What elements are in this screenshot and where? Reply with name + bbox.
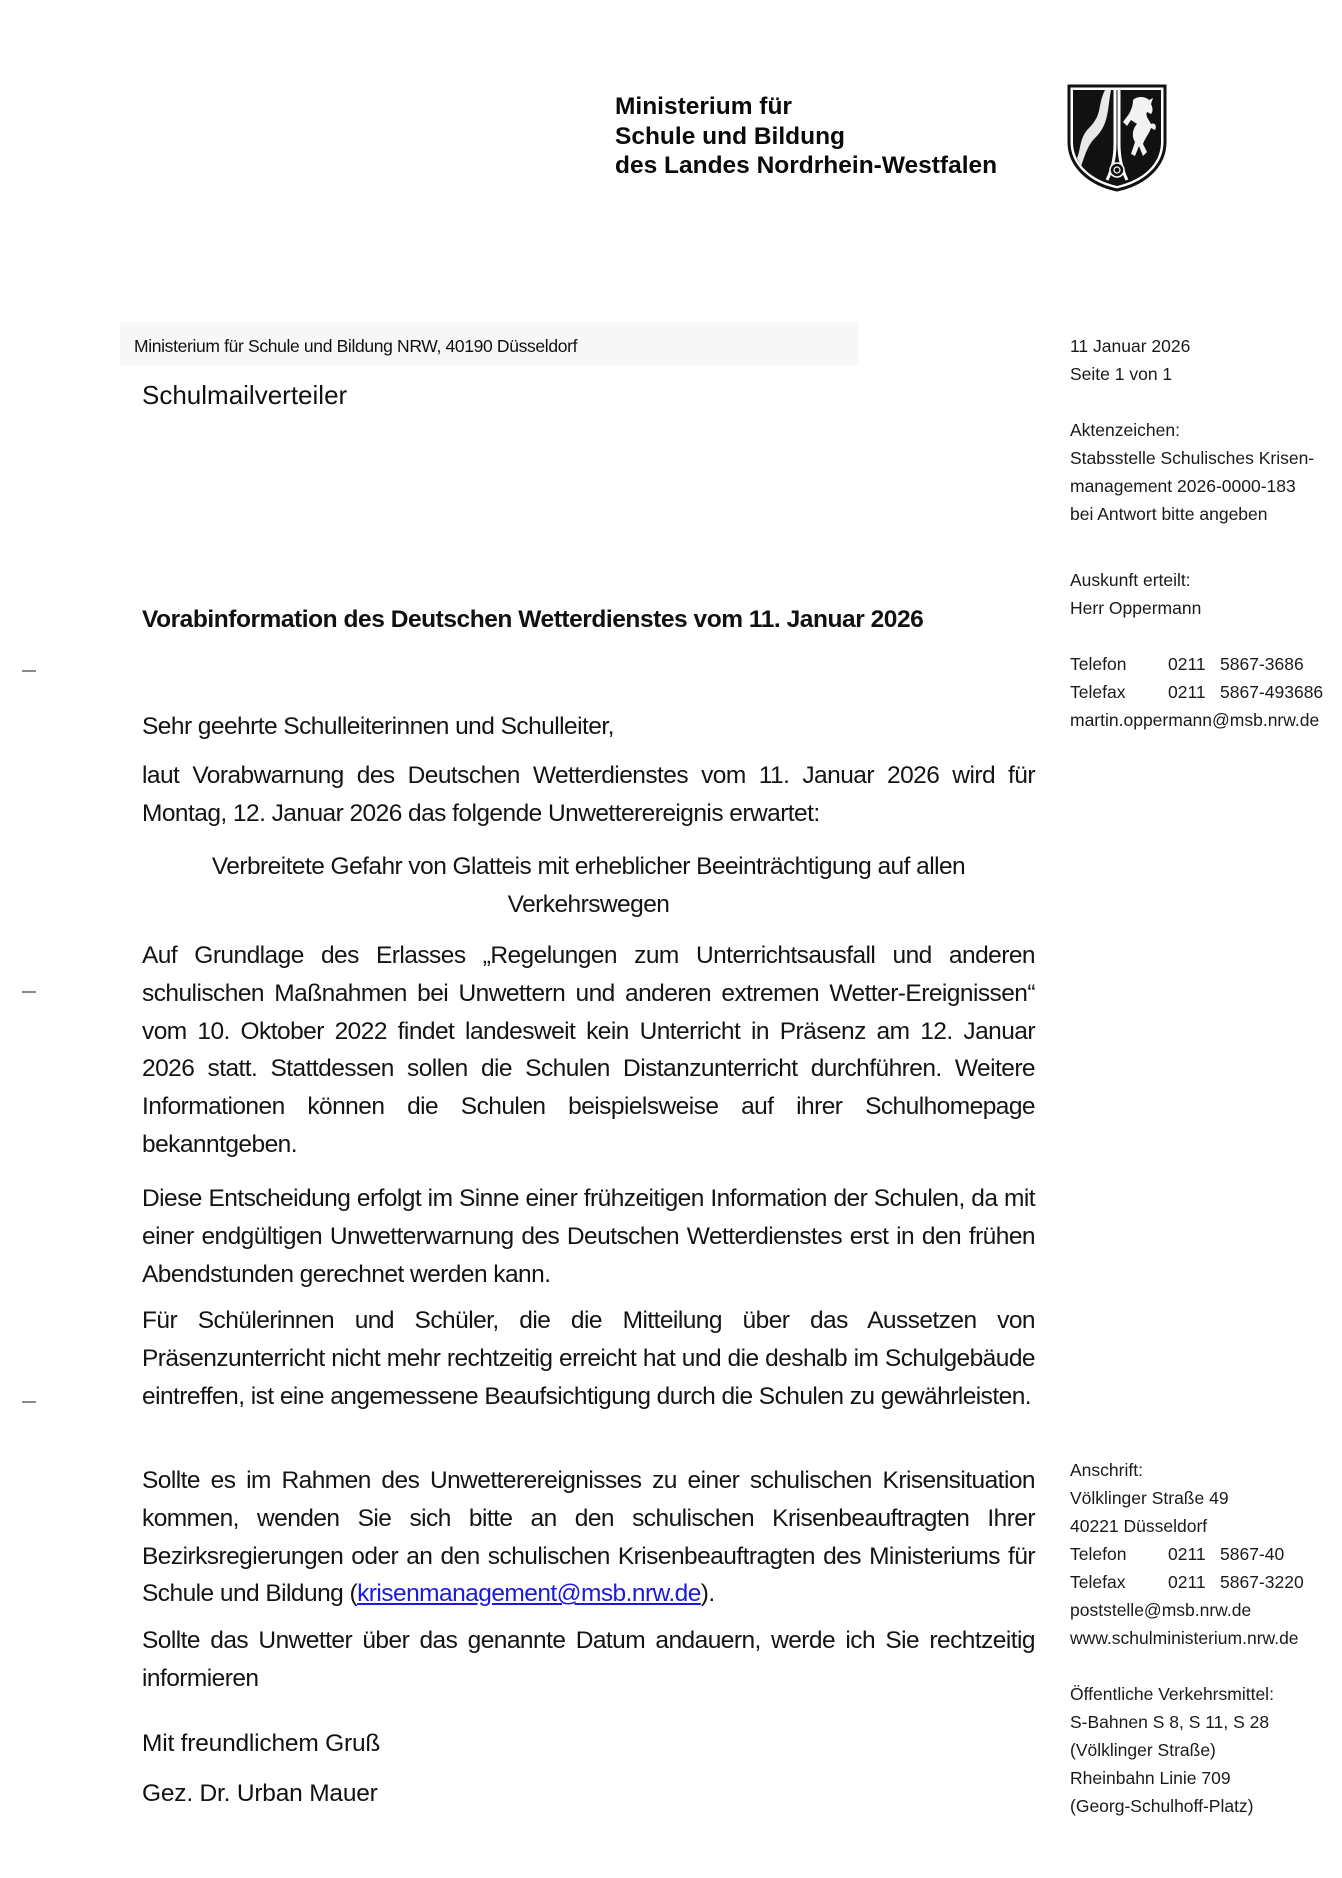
paragraph-crisis-end: ).: [700, 1580, 715, 1608]
contact-name: Herr Oppermann: [1070, 598, 1202, 618]
fold-mark-bottom: [22, 1401, 36, 1403]
reference-line-1: Stabsstelle Schulisches Krisen-: [1070, 448, 1315, 468]
phone-area-code: 0211: [1168, 1544, 1206, 1564]
address-label: Anschrift:: [1070, 1460, 1143, 1480]
ministry-name-line-2: Schule und Bildung: [615, 122, 846, 150]
fold-mark-middle: [22, 991, 36, 993]
fax-label: Telefax: [1070, 1572, 1126, 1592]
letter-subject: Vorabinformation des Deutschen Wetterdienstes vom 11. Januar 2026: [142, 606, 924, 633]
salutation: Sehr geehrte Schulleiterinnen und Schulleiter,: [142, 713, 614, 740]
address-street: Völklinger Straße 49: [1070, 1488, 1229, 1508]
transit-label: Öffentliche Verkehrsmittel:: [1070, 1684, 1274, 1704]
transit-line-3: Rheinbahn Linie 709: [1070, 1768, 1231, 1788]
ministry-name-line-1: Ministerium für: [615, 93, 792, 120]
letter-meta: [1070, 332, 1314, 528]
paragraph-decision: Diese Entscheidung erfolgt im Sinne einer frühzeitigen Information der Schulen, da mit einer endgültigen Unwetterwarnung des Deutschen Wetterdienstes erst in den frühen Abendstunden gerechnet werden kann.: [142, 1185, 1035, 1288]
contact-label: Auskunft erteilt:: [1070, 570, 1191, 590]
contact-phone: [1070, 650, 1323, 678]
fold-mark-top: [22, 670, 36, 672]
weather-warning: Verbreitete Gefahr von Glatteis mit erheblicher Beeinträchtigung auf allen Verkehrswegen: [211, 853, 966, 918]
paragraph-intro: laut Vorabwarnung des Deutschen Wetterdienstes vom 11. Januar 2026 wird für Montag, 12. Januar 2026 das folgende Unwetterereignis erwartet:: [142, 762, 1035, 827]
phone-number: 5867-40: [1220, 1544, 1285, 1564]
closing-greeting: Mit freundlichem Gruß: [142, 1730, 381, 1757]
paragraph-crisis: [142, 1462, 1035, 1613]
fax-label: Telefax: [1070, 682, 1126, 702]
signature: Gez. Dr. Urban Mauer: [142, 1780, 378, 1807]
ministry-letterhead: [615, 92, 997, 181]
recipient: Schulmailverteiler: [142, 380, 348, 410]
contact-info: [1070, 566, 1323, 734]
nrw-coat-of-arms-icon: [1067, 84, 1167, 192]
fax-number: 5867-493686: [1220, 682, 1324, 702]
fax-area-code: 0211: [1168, 1572, 1206, 1592]
ministry-website[interactable]: www.schulministerium.nrw.de: [1070, 1628, 1299, 1648]
fax-number: 5867-3220: [1220, 1572, 1304, 1592]
reference-label: Aktenzeichen:: [1070, 420, 1180, 440]
crisis-email-link[interactable]: krisenmanagement@msb.nrw.de: [357, 1580, 701, 1608]
reference-line-3: bei Antwort bitte angeben: [1070, 504, 1268, 524]
page-number: Seite 1 von 1: [1070, 364, 1173, 384]
sender-return-address: Ministerium für Schule und Bildung NRW, 40190 Düsseldorf: [134, 336, 578, 356]
phone-area-code: 0211: [1168, 654, 1206, 674]
transit-line-1: S-Bahnen S 8, S 11, S 28: [1070, 1712, 1270, 1732]
ministry-name-line-3: des Landes Nordrhein-Westfalen: [615, 152, 998, 179]
ministry-phone: [1070, 1540, 1304, 1568]
paragraph-crisis-text: Sollte es im Rahmen des Unwetterereignisses zu einer schulischen Krisensituation kommen, wenden Sie sich bitte an den schulischen Krisenbeauftragten Ihrer Bezirksregierungen oder an den schulischen Krisenbeauftragten des Ministeriums für Schule und Bildung (: [142, 1467, 1035, 1608]
reference-line-2: management 2026-0000-183: [1070, 476, 1296, 496]
ministry-address-info: [1070, 1456, 1304, 1820]
phone-number: 5867-3686: [1220, 654, 1304, 674]
ministry-email[interactable]: poststelle@msb.nrw.de: [1070, 1600, 1252, 1620]
phone-label: Telefon: [1070, 1544, 1127, 1564]
paragraph-decree: Auf Grundlage des Erlasses „Regelungen zum Unterrichtsausfall und anderen schulischen Maßnahmen bei Unwettern und anderen extremen Wetter-Ereignissen“ vom 10. Oktober 2022 findet landesweit kein Unterricht in Präsenz am 12. Januar 2026 statt. Stattdessen sollen die Schulen Distanzunterricht durchführen. Weitere Informationen können die Schulen beispielsweise auf ihrer Schulhomepage bekanntgeben.: [142, 942, 1035, 1158]
paragraph-followup: Sollte das Unwetter über das genannte Datum andauern, werde ich Sie rechtzeitig informieren: [142, 1627, 1035, 1692]
contact-fax: [1070, 678, 1323, 706]
address-city: 40221 Düsseldorf: [1070, 1516, 1208, 1536]
phone-label: Telefon: [1070, 654, 1127, 674]
transit-line-4: (Georg-Schulhoff-Platz): [1070, 1796, 1254, 1816]
fax-area-code: 0211: [1168, 682, 1206, 702]
contact-email[interactable]: martin.oppermann@msb.nrw.de: [1070, 710, 1320, 730]
letter-date: 11 Januar 2026: [1070, 336, 1191, 356]
transit-line-2: (Völklinger Straße): [1070, 1740, 1216, 1760]
ministry-fax: [1070, 1568, 1304, 1596]
paragraph-supervision: Für Schülerinnen und Schüler, die die Mitteilung über das Aussetzen von Präsenzunterricht nicht mehr rechtzeitig erreicht hat und die deshalb im Schulgebäude eintreffen, ist eine angemessene Beaufsichtigung durch die Schulen zu gewährleisten.: [142, 1307, 1035, 1410]
